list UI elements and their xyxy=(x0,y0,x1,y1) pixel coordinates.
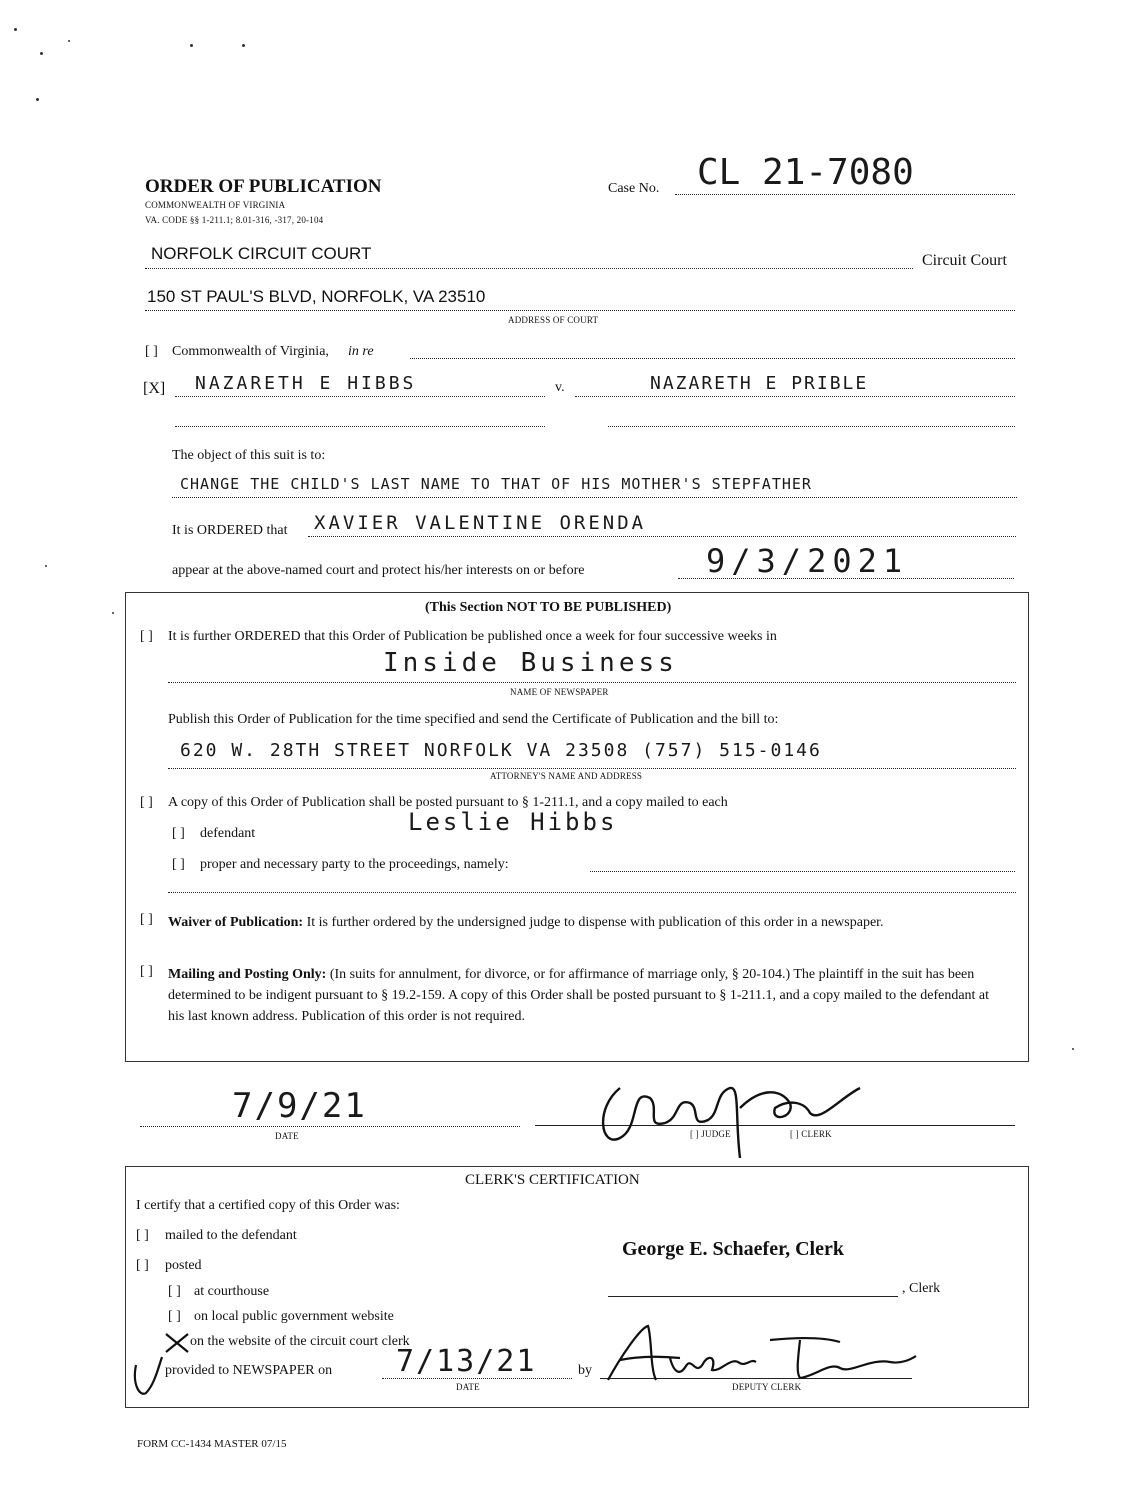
versus-label: v. xyxy=(555,380,565,395)
case-number-label: Case No. xyxy=(608,181,660,196)
plaintiff-extra-line[interactable] xyxy=(175,412,545,427)
newspaper-date: 7/13/21 xyxy=(396,1344,537,1379)
deputy-clerk-signature xyxy=(600,1318,920,1388)
defendant-label: defendant xyxy=(200,826,256,841)
gov-website-label: on local public government website xyxy=(194,1309,394,1324)
appear-date: 9/3/2021 xyxy=(706,542,909,580)
party-checkbox[interactable]: [ ] xyxy=(172,857,185,872)
case-number-value: CL 21-7080 xyxy=(697,152,914,193)
clerk-name: George E. Schaefer, Clerk xyxy=(622,1238,844,1260)
plaintiff-field[interactable] xyxy=(175,374,545,397)
order-date: 7/9/21 xyxy=(232,1086,367,1126)
publish-checkbox[interactable]: [ ] xyxy=(140,629,153,644)
defendant-mail-name: Leslie Hibbs xyxy=(408,808,618,836)
court-address-field[interactable] xyxy=(145,286,1015,311)
order-date-caption: DATE xyxy=(275,1131,299,1141)
defendant-field[interactable] xyxy=(575,374,1015,397)
scan-speck xyxy=(68,40,70,42)
scan-speck xyxy=(1072,1048,1074,1050)
scan-speck xyxy=(14,28,17,31)
newspaper-check-mark-icon[interactable] xyxy=(130,1355,166,1399)
posted-label: posted xyxy=(165,1258,202,1273)
form-footer: FORM CC-1434 MASTER 07/15 xyxy=(137,1438,287,1450)
party-field[interactable] xyxy=(590,858,1015,872)
order-date-field[interactable] xyxy=(140,1086,520,1127)
object-label: The object of this suit is to: xyxy=(172,448,326,463)
waiver-block xyxy=(168,912,1008,933)
scan-speck xyxy=(45,565,47,567)
party-label: proper and necessary party to the proceedings, namely: xyxy=(200,857,509,872)
attorney-field[interactable] xyxy=(168,742,1016,769)
appear-text: appear at the above-named court and protect his/her interests on or before xyxy=(172,563,585,578)
defendant-extra-line[interactable] xyxy=(608,412,1015,427)
in-re-label: in re xyxy=(348,344,374,359)
ordered-name: XAVIER VALENTINE ORENDA xyxy=(314,512,647,534)
form-subtitle: COMMONWEALTH OF VIRGINIA xyxy=(145,200,286,210)
copy-text: A copy of this Order of Publication shall be posted pursuant to § 1-211.1, and a copy mailed to each xyxy=(168,795,728,810)
gov-website-checkbox[interactable]: [ ] xyxy=(168,1309,181,1324)
waiver-checkbox[interactable]: [ ] xyxy=(140,912,153,927)
court-name: NORFOLK CIRCUIT COURT xyxy=(151,244,372,263)
clerk-suffix: , Clerk xyxy=(902,1281,941,1296)
clerk-signature-line[interactable] xyxy=(608,1280,898,1297)
mailed-label: mailed to the defendant xyxy=(165,1228,297,1243)
case-number-field[interactable] xyxy=(675,152,1015,195)
courthouse-checkbox[interactable]: [ ] xyxy=(168,1284,181,1299)
scan-speck xyxy=(242,44,245,47)
scan-speck xyxy=(40,52,43,55)
mailing-text: (In suits for annulment, for divorce, or for affirmance of marriage only, § 20-104.) The plaintiff in the suit has been determined to be indigent pursuant to § 19.2-159. A copy of this Order shall be posted pursuant to § 1-211.1, and a copy mailed to the defendant at his last known address. Publication of this order is not required. xyxy=(168,967,990,1024)
clerk-cert-intro: I certify that a certified copy of this Order was: xyxy=(136,1198,400,1213)
deputy-clerk-caption: DEPUTY CLERK xyxy=(732,1382,802,1392)
provided-newspaper-label: provided to NEWSPAPER on xyxy=(165,1363,333,1378)
clerk-role-label[interactable]: [ ] CLERK xyxy=(790,1129,832,1139)
mailing-checkbox[interactable]: [ ] xyxy=(140,964,153,979)
clerk-website-label: on the website of the circuit court clerk xyxy=(190,1334,410,1349)
form-title: ORDER OF PUBLICATION xyxy=(145,176,382,197)
mailing-title: Mailing and Posting Only: xyxy=(168,967,327,982)
defendant-checkbox[interactable]: [ ] xyxy=(172,826,185,841)
newspaper-caption: NAME OF NEWSPAPER xyxy=(510,687,609,697)
in-re-field[interactable] xyxy=(410,340,1015,359)
courthouse-label: at courthouse xyxy=(194,1284,270,1299)
judge-label[interactable]: [ ] JUDGE xyxy=(690,1129,731,1139)
attorney-caption: ATTORNEY'S NAME AND ADDRESS xyxy=(490,771,643,781)
mailing-block xyxy=(168,964,1004,1027)
not-published-heading: (This Section NOT TO BE PUBLISHED) xyxy=(425,600,672,615)
attorney-address: 620 W. 28TH STREET NORFOLK VA 23508 (757) 515-0146 xyxy=(180,740,822,761)
party-extra-line[interactable] xyxy=(168,880,1016,893)
form-code: VA. CODE §§ 1-211.1; 8.01-316, -317, 20-104 xyxy=(145,215,324,225)
ordered-name-field[interactable] xyxy=(308,512,1016,537)
newspaper-name: Inside Business xyxy=(383,648,678,678)
commonwealth-checkbox[interactable]: [ ] xyxy=(145,344,158,359)
commonwealth-label: Commonwealth of Virginia, xyxy=(172,344,329,359)
website-check-mark-icon[interactable] xyxy=(162,1330,192,1356)
judge-signature xyxy=(590,1068,890,1164)
scan-speck xyxy=(112,612,114,614)
by-label: by xyxy=(578,1363,592,1378)
plaintiff-name: NAZARETH E HIBBS xyxy=(195,373,417,394)
court-name-field[interactable] xyxy=(145,244,913,269)
scan-speck xyxy=(190,44,193,47)
appear-date-field[interactable] xyxy=(678,542,1014,580)
object-field[interactable] xyxy=(172,475,1017,498)
object-text: CHANGE THE CHILD'S LAST NAME TO THAT OF HIS MOTHER'S STEPFATHER xyxy=(180,475,812,493)
waiver-title: Waiver of Publication: xyxy=(168,915,304,930)
newspaper-date-field[interactable] xyxy=(382,1344,572,1379)
address-caption: ADDRESS OF COURT xyxy=(508,315,599,325)
circuit-court-suffix: Circuit Court xyxy=(922,252,1007,269)
mailed-checkbox[interactable]: [ ] xyxy=(136,1228,149,1243)
scan-speck xyxy=(36,98,39,101)
posted-checkbox[interactable]: [ ] xyxy=(136,1258,149,1273)
clerk-cert-heading: CLERK'S CERTIFICATION xyxy=(465,1172,640,1188)
newspaper-date-caption: DATE xyxy=(456,1382,480,1392)
send-text: Publish this Order of Publication for the time specified and send the Certificate of Publication and the bill to: xyxy=(168,712,779,727)
newspaper-field[interactable] xyxy=(168,648,1016,683)
court-address: 150 ST PAUL'S BLVD, NORFOLK, VA 23510 xyxy=(147,287,486,306)
case-checkbox[interactable]: [X] xyxy=(143,380,166,397)
publish-text: It is further ORDERED that this Order of Publication be published once a week for four successive weeks in xyxy=(168,629,777,644)
copy-checkbox[interactable]: [ ] xyxy=(140,795,153,810)
waiver-text: It is further ordered by the undersigned judge to dispense with publication of this order in a newspaper. xyxy=(306,915,884,930)
defendant-name: NAZARETH E PRIBLE xyxy=(650,373,869,394)
ordered-label: It is ORDERED that xyxy=(172,523,288,538)
